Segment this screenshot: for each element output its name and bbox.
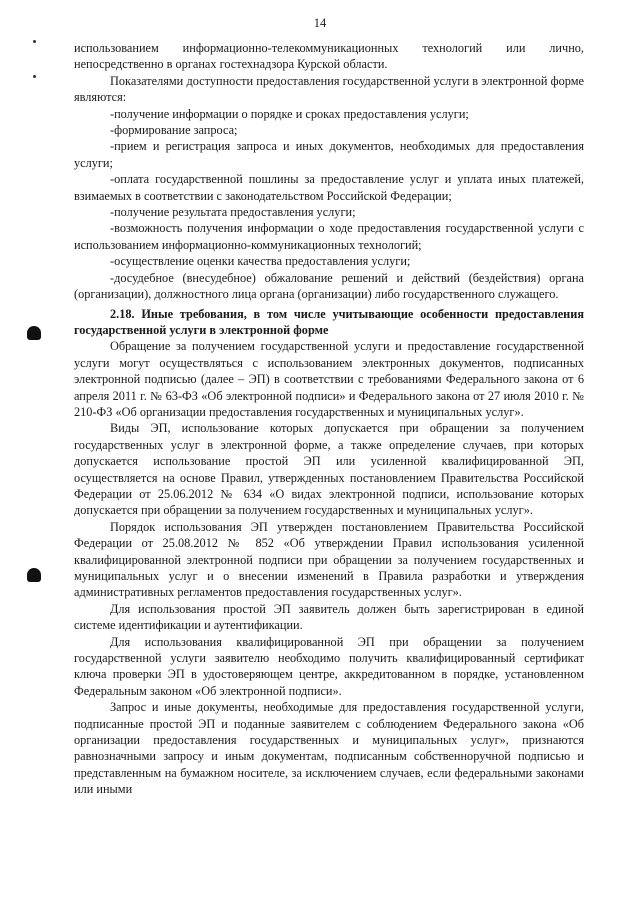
scan-dot-top <box>33 40 36 43</box>
list-item: -осуществление оценки качества предоставления услуги; <box>110 254 411 269</box>
binding-hole-upper <box>27 326 41 340</box>
paragraph: Показателями доступности предоставления государственной услуги в электронной форме являются: <box>74 73 584 105</box>
list-item: -возможность получения информации о ходе предоставления государственной услуги с использованием информационно-коммуникационных технологий; <box>74 221 584 252</box>
list-item: -оплата государственной пошлины за предоставление услуг и уплата иных платежей, взимаемых в соответствии с законодательством Российской Федерации; <box>74 172 584 203</box>
list-item: -получение информации о порядке и сроках предоставления услуги; <box>110 106 469 121</box>
scan-dot-upper <box>33 75 36 78</box>
paragraph: использованием информационно-телекоммуникационных технологий или лично, непосредственно в органах гостехнадзора Курской области. <box>74 41 584 72</box>
paragraph: Запрос и иные документы, необходимые для предоставления государственной услуги, подписанные простой ЭП и поданные заявителем с соблюдением Федерального закона «Об организации предоставления государственных и муниципальных услуг», признаются равнозначными запросу и иным документам, подписанным собственноручной подписью и представленным на бумажном носителе, за исключением случаев, если федеральными законами или иными <box>74 700 584 797</box>
paragraph: Для использования простой ЭП заявитель должен быть зарегистрирован в единой системе идентификации и аутентификации. <box>74 601 584 633</box>
binding-hole-lower <box>27 568 41 582</box>
list-item: -получение результата предоставления услуги; <box>110 205 356 220</box>
paragraph: Обращение за получением государственной услуги и предоставление государственной услуги могут осуществляться с использованием электронных документов, подписанных электронной подписью (далее – ЭП) в соответствии с требованиями Федерального закона от 6 апреля 2011 г. № 63-ФЗ «Об электронной подписи» и Федерального закона от 27 июля 2010 г. № 210-ФЗ «Об организации предоставления государственных и муниципальных услуг». <box>74 339 584 419</box>
paragraph: Для использования квалифицированной ЭП при обращении за получением государственной услуги заявителю необходимо получить квалифицированный сертификат ключа проверки ЭП в удостоверяющем центре, аккредитованном в порядке, установленном Федеральным законом «Об электронной подписи». <box>74 634 584 698</box>
list-item: -прием и регистрация запроса и иных документов, необходимых для предоставления услуги; <box>74 139 584 170</box>
list-item: -досудебное (внесудебное) обжалование решений и действий (бездействия) органа (организации), должностного лица органа (организации) либо государственного служащего. <box>74 270 584 302</box>
paragraph: Порядок использования ЭП утвержден постановлением Правительства Российской Федерации от 25.08.2012 № 852 «Об утверждении Правил использования усиленной квалифицированной электронной подписи при обращении за получением государственных и муниципальных услуг и о внесении изменений в Правила разработки и утверждения административных регламентов предоставления государственных услуг». <box>74 519 584 600</box>
page-number: 14 <box>313 16 327 30</box>
list-item: -формирование запроса; <box>110 123 238 138</box>
section-heading: 2.18. Иные требования, в том числе учитывающие особенности предоставления государственной услуги в электронной форме <box>74 306 584 337</box>
paragraph: Виды ЭП, использование которых допускается при обращении за получением государственных услуг в электронной форме, а также определение случаев, при которых допускается использование простой ЭП или усиленной квалифицированной ЭП, осуществляется на основе Правил, утвержденных постановлением Правительства Российской Федерации от 25.06.2012 № 634 «О видах электронной подписи, использование которых допускается при обращении за получением государственных и муниципальных услуг». <box>74 421 584 518</box>
document-body <box>74 40 584 798</box>
